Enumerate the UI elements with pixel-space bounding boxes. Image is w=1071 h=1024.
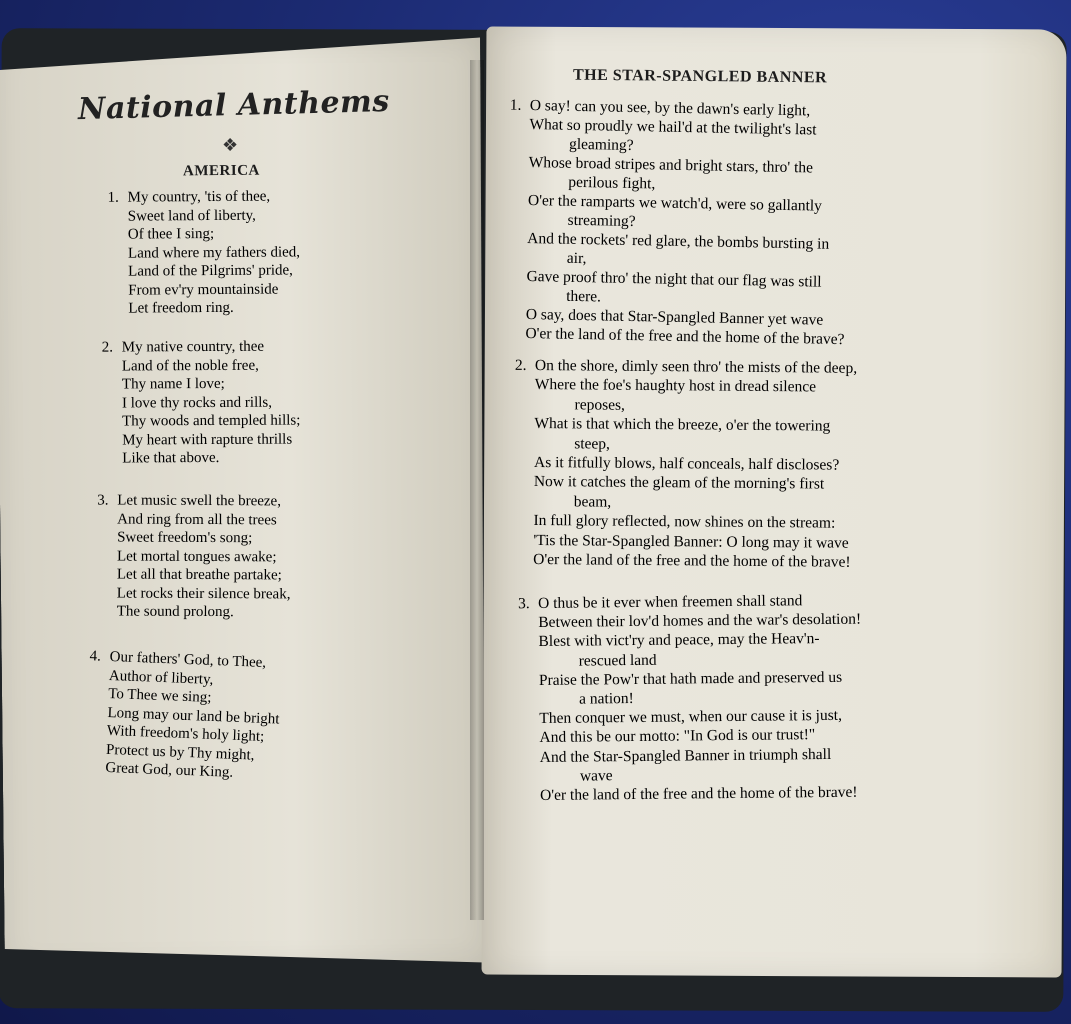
verse-line: wave (579, 767, 613, 785)
verse-line: a nation! (579, 690, 634, 708)
verse-line: O'er the land of the free and the home of the brave! (533, 551, 851, 571)
verse-line: O thus be it ever when freemen shall stand (538, 592, 803, 612)
verse-line: gleaming? (568, 135, 634, 154)
verse-line: Thy name I love; (121, 375, 225, 393)
verse-line: Land where my fathers died, (127, 243, 301, 262)
verse-line: Land of the noble free, (121, 357, 259, 374)
america-title: AMERICA (182, 162, 260, 180)
verse-line: O say, does that Star-Spangled Banner yet wave (525, 305, 824, 329)
verse-line: Praise the Pow'r that hath made and preserved us (538, 668, 843, 689)
stanza-number: 2. (101, 339, 114, 356)
verse-line: My native country, thee (121, 338, 265, 356)
stanza-number: 4. (89, 648, 102, 665)
verse-line: Let freedom ring. (128, 299, 234, 317)
america-stanza-2 (101, 338, 301, 468)
verse-line: Protect us by Thy might, (105, 741, 255, 764)
verse-line: Gave proof thro' the night that our flag was still (526, 267, 822, 291)
verse-line: The sound prolong. (116, 603, 234, 621)
verse-line: reposes, (574, 396, 626, 414)
verse-line: Sweet freedom's song; (117, 529, 253, 547)
verse-line: To Thee we sing; (107, 685, 212, 706)
verse-line: Let mortal tongues awake; (116, 548, 277, 565)
verse-line: On the shore, dimly seen thro' the mists of the deep, (534, 356, 858, 377)
banner-stanza-2 (514, 356, 858, 572)
verse-line: And the rockets' red glare, the bombs bursting in (527, 229, 830, 253)
verse-line: What is that which the breeze, o'er the towering (534, 415, 831, 435)
banner-title: THE STAR-SPANGLED BANNER (572, 66, 828, 87)
verse-line: Let all that breathe partake; (116, 566, 282, 584)
america-stanza-1 (107, 187, 301, 318)
verse-line: Our fathers' God, to Thee, (109, 648, 267, 671)
section-title: National Anthems (77, 83, 391, 128)
verse-line: I love thy rocks and rills, (121, 394, 273, 411)
america-stanza-4 (89, 648, 282, 784)
verse-line: Sweet land of liberty, (127, 207, 256, 225)
verse-line: air, (566, 249, 587, 268)
verse-line: Whose broad stripes and bright stars, thro' the (528, 153, 814, 177)
verse-line: Thy woods and templed hills; (122, 412, 301, 430)
verse-line: And ring from all the trees (117, 511, 277, 528)
verse-line: As it fitfully blows, half conceals, half discloses? (533, 454, 840, 474)
verse-line: Let music swell the breeze, (117, 492, 282, 510)
verse-line: Let rocks their silence break, (116, 585, 291, 602)
verse-line: beam, (573, 493, 612, 511)
verse-line: Where the foe's haughty host in dread silence (534, 376, 817, 396)
verse-line: steep, (574, 434, 611, 453)
verse-line: rescued land (578, 651, 657, 670)
verse-line: Blest with vict'ry and peace, may the Heav'n- (538, 630, 820, 651)
verse-line: With freedom's holy light; (106, 722, 265, 745)
stanza-number: 2. (514, 356, 527, 374)
verse-line: My country, 'tis of thee, (127, 188, 271, 206)
verse-line: there. (565, 287, 602, 306)
verse-line: And this be our motto: "In God is our trust!" (539, 726, 816, 747)
verse-line: streaming? (567, 211, 636, 231)
verse-line: 'Tis the Star-Spangled Banner: O long may it wave (533, 531, 849, 552)
banner-stanza-3 (518, 591, 863, 806)
verse-line: Like that above. (122, 449, 220, 467)
verse-line: O'er the land of the free and the home of the brave? (525, 324, 845, 349)
verse-line: O'er the land of the free and the home of the brave! (540, 783, 858, 805)
verse-line: O'er the ramparts we watch'd, were so gallantly (527, 191, 823, 215)
stanza-number: 3. (97, 492, 109, 509)
verse-line: Long may our land be bright (107, 704, 280, 728)
verse-line: Now it catches the gleam of the morning's first (533, 473, 825, 493)
verse-line: Great God, our King. (105, 759, 234, 781)
america-stanza-3 (97, 492, 291, 622)
verse-line: In full glory reflected, now shines on the stream: (533, 512, 836, 532)
verse-line: My heart with rapture thrills (122, 431, 293, 448)
verse-line: Of thee I sing; (127, 225, 215, 243)
verse-line: From ev'ry mountainside (128, 281, 279, 299)
verse-line: Then conquer we must, when our cause it is just, (539, 707, 843, 728)
stanza-number: 3. (518, 595, 530, 613)
verse-line: O say! can you see, by the dawn's early light, (529, 96, 811, 120)
verse-line: And the Star-Spangled Banner in triumph shall (539, 745, 832, 766)
verse-line: Between their lov'd homes and the war's desolation! (538, 610, 862, 632)
verse-line: What so proudly we hail'd at the twilight's last (529, 115, 817, 139)
banner-stanza-1 (509, 96, 849, 349)
verse-line: perilous fight, (568, 173, 656, 193)
ornament-icon: ❖ (222, 135, 239, 155)
book-spine (470, 60, 484, 920)
verse-line: Land of the Pilgrims' pride, (128, 262, 293, 280)
stanza-number: 1. (107, 189, 119, 206)
verse-line: Author of liberty, (108, 667, 214, 688)
stanza-number: 1. (509, 96, 522, 114)
